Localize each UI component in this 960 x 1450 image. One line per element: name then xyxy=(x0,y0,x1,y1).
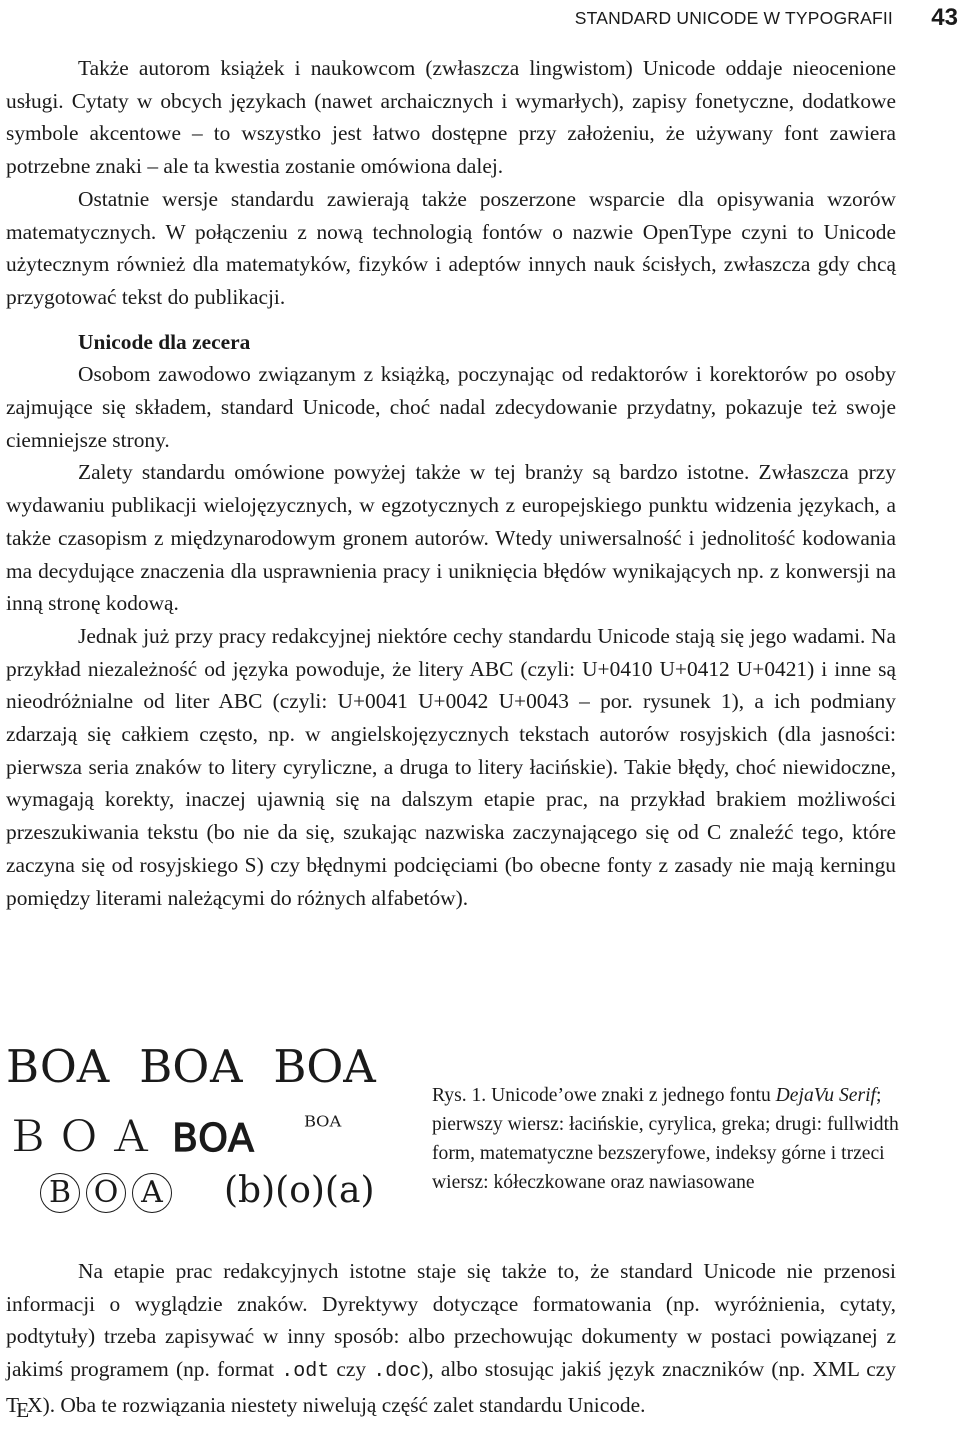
circled-o: O xyxy=(86,1173,126,1213)
code-doc: .doc xyxy=(373,1360,422,1384)
caption-rest: ; pierwszy wiersz: łacińskie, cyrylica, greka; drugi: fullwidth form, matematyczne bezszeryfowe, indeksy górne i trzeci wiersz: kółeczkowane oraz nawiasowane xyxy=(432,1085,899,1193)
greek-boa: ΒΟΑ xyxy=(273,1040,376,1093)
tail-text-3: ), albo stosując jakiś język znaczników (np. XML czy xyxy=(421,1357,896,1382)
paragraph-6 xyxy=(6,1255,896,1422)
section-heading: Unicode dla zecera xyxy=(78,329,251,354)
page-header xyxy=(0,4,960,30)
running-head: STANDARD UNICODE W TYPOGRAFII xyxy=(574,8,893,28)
page-number: 43 xyxy=(931,4,958,31)
fullwidth-boa: ＢＯＡ xyxy=(6,1112,163,1161)
glyph-row-1 xyxy=(6,1040,376,1096)
caption-font-name: DejaVu Serif xyxy=(775,1085,876,1106)
paragraph-4: Zalety standardu omówione powyżej także w tej branży są bardzo istotne. Zwłaszcza przy wydawaniu publikacji wielojęzycznych, w egzotycznych z europejskiego punktu widzenia językach, a także czasopism z międzynarodowym gronem autorów. Wtedy uniwersalność i jednolitość kodowania ma decydujące znaczenia dla usprawnienia pracy i uniknięcia błędów wynikających np. z konwersji na inną stronę kodową. xyxy=(6,460,896,616)
superscript-boa: ᴮᴼᴬ xyxy=(304,1112,342,1142)
tail-text-4: ). Oba te rozwiązania niestety niwelują część zalet standardu Unicode. xyxy=(42,1392,646,1417)
math-sans-boa: 𝖡𝖮𝖠 xyxy=(172,1116,254,1160)
paren-b: b xyxy=(238,1170,262,1211)
tail-text-1: Na etapie prac redakcyjnych istotne staje się także to, że standard Unicode nie przenosi informacji o wyglądzie znaków. Dyrektywy dotyczące formatowania (np. wyróżnienia, cytaty, podtytuły) trzeba zapisywać w inny sposób: albo przechowując dokumenty w postaci powiązanej z jakimś programem (np. format xyxy=(6,1259,896,1382)
paragraph-3: Osobom zawodowo związanym z książką, poczynając od redaktorów i korektorów po osoby zajmujące się składem, standard Unicode, choć nadal zdecydowanie przydatny, pokazuje też swoje ciemniejsze strony. xyxy=(6,362,896,452)
code-odt: .odt xyxy=(281,1360,330,1384)
paren-a: a xyxy=(338,1170,361,1211)
main-text xyxy=(6,52,896,914)
tex-logo: TEX xyxy=(6,1392,43,1422)
latin-boa: BOA xyxy=(6,1040,110,1093)
paragraph-1: Także autorom książek i naukowcom (zwłaszcza lingwistom) Unicode oddaje nieocenione usługi. Cytaty w obcych językach (nawet archaicznych i wymarłych), zapisy fonetyczne, dodatkowe symbole akcentowe – to wszystko jest łatwo dostępne przy założeniu, że używany font zawiera potrzebne znaki – ale ta kwestia zostanie omówiona dalej. xyxy=(6,56,896,179)
paren-b-open: ( xyxy=(224,1170,239,1211)
glyph-row-2 xyxy=(6,1104,341,1160)
paragraph-5: Jednak już przy pracy redakcyjnej niektóre cechy standardu Unicode stają się jego wadami. Na przykład niezależność od języka powoduje, że litery ABC (czyli: U+0410 U+0412 U+0421) i inne są nieodróżnialne od liter ABC (czyli: U+0041 U+0042 U+0043 – por. rysunek 1), a ich podmiany zdarzają się całkiem często, np. w angielskojęzycznych tekstach autorów rosyjskich (dla jasności: pierwsza seria znaków to litery cyryliczne, a druga to litery łacińskie). Takie błędy, choć niewidoczne, wymagają korekty, inaczej ujawnią się na dalszym etapie prac, na przykład brakiem możliwości przeszukiwania tekstu (bo nie da się, szukając nazwiska zaczynającego się od C znaleźć tego, które zaczyna się od rosyjskiego S) czy błędnymi podcięciami (bo obecne fonty z zasady nie mają kerningu pomiędzy literami należącymi do różnych alfabetów). xyxy=(6,623,896,910)
cyrillic-boa: ВОА xyxy=(139,1040,244,1093)
circled-a: A xyxy=(132,1173,172,1213)
caption-lead: Rys. 1. Unicode’owe znaki z jednego fontu xyxy=(432,1085,771,1106)
paragraph-2: Ostatnie wersje standardu zawierają także poszerzone wsparcie dla opisywania wzorów matematycznych. W połączeniu z nową technologią fontów o nazwie OpenType czyni to Unicode użytecznym również dla matematyków, fizyków i adeptów innych nauk ścisłych, zwłaszcza gdy chcą przygotować tekst do publikacji. xyxy=(6,186,896,309)
glyph-row-3: B O A (b)(o)(a) xyxy=(40,1170,374,1226)
figure-caption xyxy=(432,1081,902,1197)
circled-b: B xyxy=(40,1173,80,1213)
tail-text-2: czy xyxy=(336,1357,367,1382)
closing-text xyxy=(6,1255,896,1422)
paren-o: o xyxy=(289,1170,311,1211)
